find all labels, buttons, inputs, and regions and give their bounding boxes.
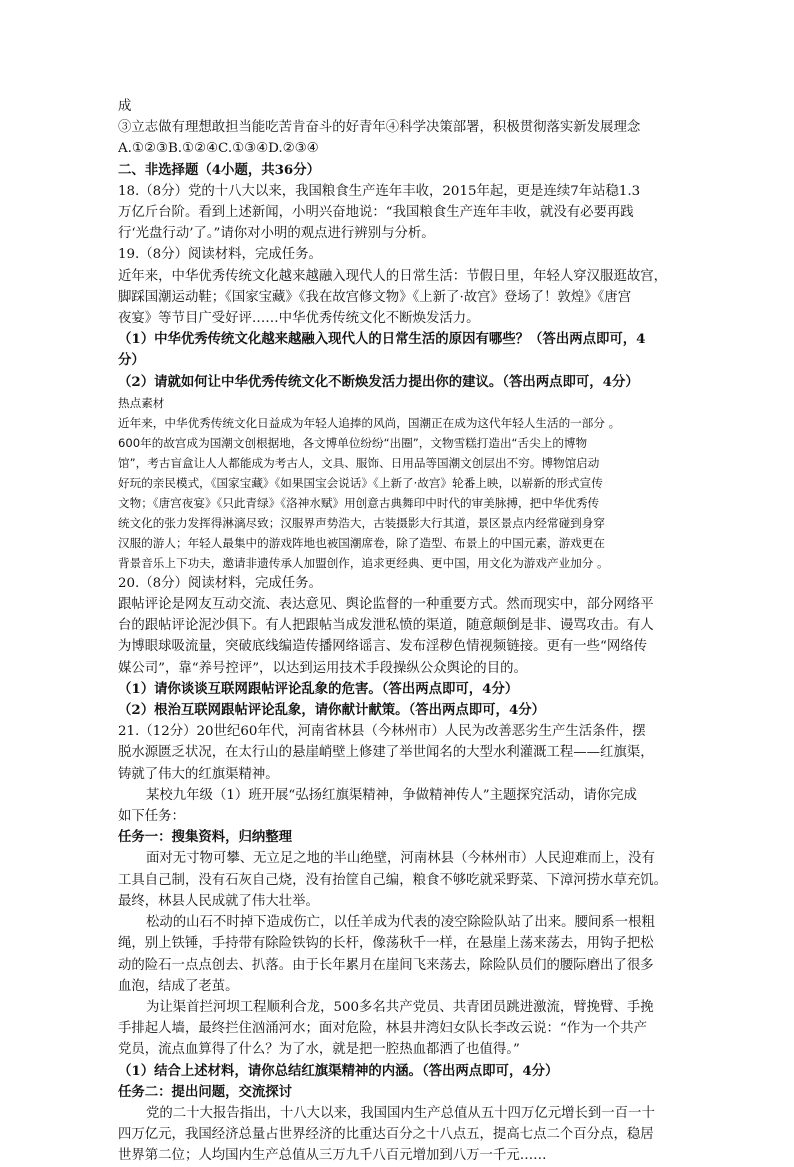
text-line: （1）中华优秀传统文化越来越融入现代人的日常生活的原因有哪些？（答出两点即可，4 <box>118 331 646 348</box>
text-line: 跟帖评论是网友互动交流、表达意见、舆论监督的一种重要方式。然而现实中，部分网络平 <box>118 597 654 613</box>
text-line: 18.（8分）党的十八大以来，我国粮食生产连年丰收，2015年起，更是连续7年站稳1.3 <box>118 183 641 199</box>
text-line: 任务一：搜集资料，归纳整理 <box>118 829 293 846</box>
text-line: 手排起人墙，最终拦住汹涌河水；面对危险，林县井湾妇女队长李改云说：“作为一个共产 <box>118 1021 648 1037</box>
text-line: 背景音乐上下功夫，邀请非遗传承人加盟创作，追求更经典、更中国，用文化为游戏产业加分 。 <box>118 555 609 570</box>
text-line: 21.（12分）20世纪60年代，河南省林县（今林州市）人民为改善恶劣生产生活条件，摆 <box>118 724 646 740</box>
text-line: 馆”，考古盲盒让人人都能成为考古人，文具、服饰、日用品等国潮文创层出不穷。博物馆启动 <box>118 455 600 470</box>
text-line: 如下任务： <box>118 809 185 825</box>
text-line: 二、非选择题（4小题，共36分） <box>118 161 321 178</box>
text-line: 近年来，中华优秀传统文化日益成为年轻人追捧的风尚，国潮正在成为这代年轻人生活的一部分 。 <box>118 415 621 430</box>
text-line: 血泡，结成了老茧。 <box>118 978 239 994</box>
text-line: 好玩的亲民模式，《国家宝藏》《如果国宝会说话》《上新了·故宫》轮番上映，以崭新的形式宣传 <box>118 475 603 490</box>
text-line: 脱水源匮乏状况，在太行山的悬崖峭壁上修建了举世闻名的大型水利灌溉工程——红旗渠， <box>118 745 654 761</box>
text-line: 近年来，中华优秀传统文化越来越融入现代人的日常生活：节假日里，年轻人穿汉服逛故宫， <box>118 268 668 284</box>
document-page <box>118 96 678 1167</box>
text-line: 19.（8分）阅读材料，完成任务。 <box>118 247 322 263</box>
text-line: （2）根治互联网跟帖评论乱象，请你献计献策。（答出两点即可，4分） <box>118 702 546 719</box>
text-line: 热点素材 <box>118 395 165 410</box>
text-line: 党的二十大报告指出，十八大以来，我国国内生产总值从五十四万亿元增长到一百一十 <box>146 1105 655 1121</box>
text-line: 面对无寸物可攀、无立足之地的半山绝壁，河南林县（今林州市）人民迎难而上，没有 <box>146 851 655 867</box>
text-line: A.①②③B.①②④C.①③④D.②③④ <box>118 141 319 157</box>
text-line: 四万亿元，我国经济总量占世界经济的比重达百分之十八点五，提高七点二个百分点，稳居 <box>118 1127 654 1143</box>
text-line: 媒公司”，靠“养号控评”，以达到运用技术手段操纵公众舆论的目的。 <box>118 660 527 676</box>
text-line: 汉服的游人；年轻人最集中的游戏阵地也被国潮席卷，除了造型、布景上的中国元素，游戏更在 <box>118 535 605 550</box>
text-line: 世界第二位；人均国内生产总值从三万九千八百元增加到八万一千元…… <box>118 1148 547 1164</box>
text-line: 行‘光盘行动’了。”请你对小明的观点进行辨别与分析。 <box>118 226 435 242</box>
text-line: 夜宴》等节目广受好评……中华优秀传统文化不断焕发活力。 <box>118 311 480 327</box>
text-line: 台的跟帖评论泥沙俱下。有人把跟帖当成发泄私愤的渠道，随意颠倒是非、谩骂攻击。有人 <box>118 618 654 634</box>
text-line: 分） <box>118 352 145 369</box>
text-line: 铸就了伟大的红旗渠精神。 <box>118 766 279 782</box>
text-line: 绳，别上铁锤，手持带有除险铁钩的长杆，像荡秋千一样，在悬崖上荡来荡去，用钩子把松 <box>118 936 654 952</box>
text-line: 为博眼球吸流量，突破底线编造传播网络谣言、发布淫秽色情视频链接。更有一些“网络传 <box>118 639 648 655</box>
text-line: 某校九年级（1）班开展“弘扬红旗渠精神，争做精神传人”主题探究活动，请你完成 <box>146 787 637 803</box>
text-line: 20.（8分）阅读材料，完成任务。 <box>118 575 322 591</box>
text-line: 600年的故宫成为国潮文创根据地，各文博单位纷纷“出圈”，文物雪糕打造出“舌尖上的博物 <box>118 435 588 450</box>
text-line: 脚踩国潮运动鞋；《国家宝藏》《我在故宫修文物》《上新了·故宫》登场了！敦煌》《唐宫 <box>118 289 632 305</box>
text-line: 松动的山石不时掉下造成伤亡，以任羊成为代表的凌空除险队站了出来。腰间系一根粗 <box>146 915 655 931</box>
text-line: ③立志做有理想敢担当能吃苦肯奋斗的好青年④科学决策部署，积极贯彻落实新发展理念 <box>118 120 641 136</box>
text-line: 为让渠首拦河坝工程顺利合龙，500多名共产党员、共青团员跳进激流，臂挽臂、手挽 <box>146 999 654 1015</box>
text-line: 文物；《唐宫夜宴》《只此青绿》《洛神水赋》用创意古典舞印中时代的审美脉搏，把中华优秀传 <box>118 495 600 510</box>
text-line: （1）请你谈谈互联网跟帖评论乱象的危害。（答出两点即可，4分） <box>118 680 519 697</box>
text-line: 最终，林县人民成就了伟大壮举。 <box>118 893 319 909</box>
text-line: 动的险石一点点创去、扒落。由于长年累月在崖间飞来荡去，除险队员们的腰际磨出了很多 <box>118 957 654 973</box>
text-line: 工具自己制，没有石灰自己烧，没有抬筐自己编，粮食不够吃就采野菜、下漳河捞水草充饥。 <box>118 872 668 888</box>
text-line: （2）请就如何让中华优秀传统文化不断焕发活力提出你的建议。（答出两点即可，4分） <box>118 373 639 390</box>
text-line: 党员，流点血算得了什么？为了水，就是把一腔热血都洒了也值得。” <box>118 1042 520 1058</box>
text-line: （1）结合上述材料，请你总结红旗渠精神的内涵。（答出两点即可，4分） <box>118 1062 559 1079</box>
text-line: 任务二：提出问题，交流探讨 <box>118 1083 293 1100</box>
text-line: 成 <box>118 99 132 114</box>
text-line: 统文化的张力发挥得淋漓尽致；汉服界声势浩大，古装摄影大行其道，景区景点内经常碰到身穿 <box>118 515 605 530</box>
text-line: 万亿斤台阶。看到上述新闻，小明兴奋地说：“我国粮食生产连年丰收，就没有必要再践 <box>118 205 634 221</box>
